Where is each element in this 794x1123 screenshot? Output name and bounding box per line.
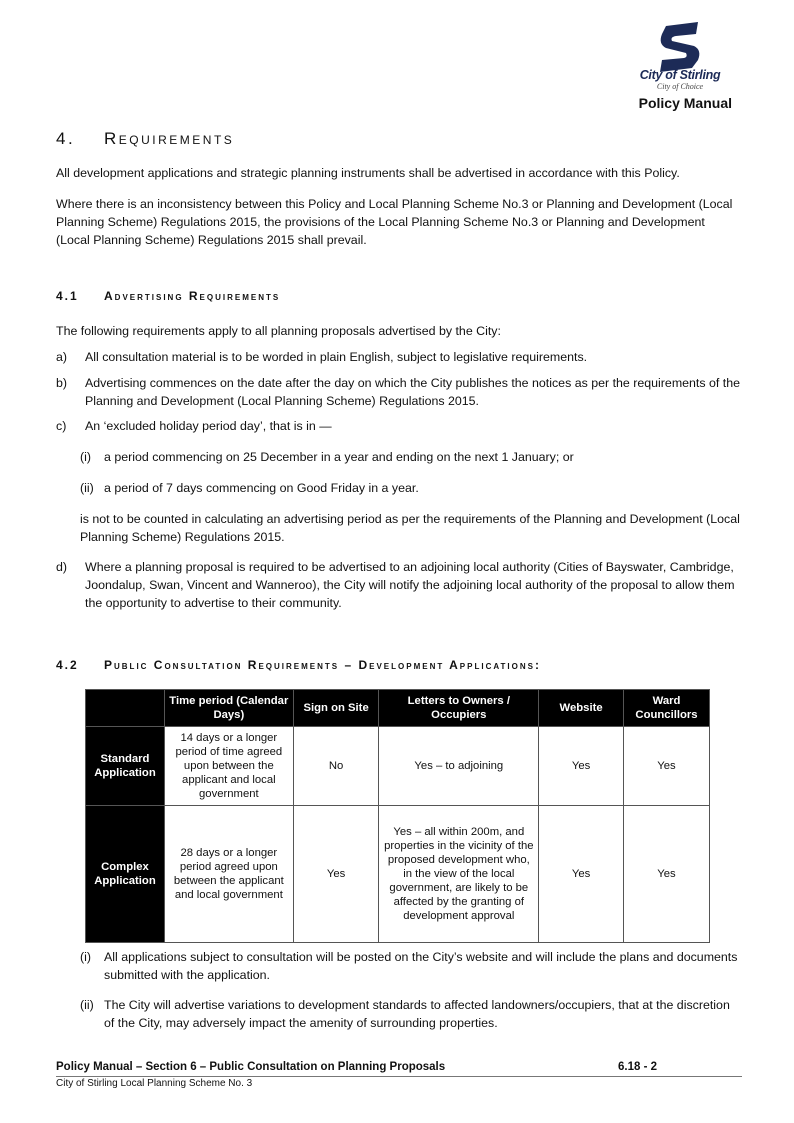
row-header-cell: Standard Application bbox=[86, 727, 165, 806]
table-cell: 28 days or a longer period agreed upon between the applicant and local government bbox=[164, 806, 293, 943]
footer-title: Policy Manual – Section 6 – Public Consultation on Planning Proposals bbox=[56, 1061, 446, 1073]
list-text: An ‘excluded holiday period day’, that is in — bbox=[85, 419, 332, 433]
table-row bbox=[86, 806, 710, 943]
row-header-cell: Complex Application bbox=[86, 806, 165, 943]
section-4-1-intro: The following requirements apply to all planning proposals advertised by the City: bbox=[56, 324, 501, 338]
table-cell: No bbox=[293, 727, 379, 806]
list-text: All consultation material is to be worded in plain English, subject to legislative requirements. bbox=[85, 350, 588, 364]
table-cell: Yes bbox=[293, 806, 379, 943]
note-item bbox=[80, 996, 740, 1032]
list-item bbox=[56, 417, 741, 435]
section-title: Public Consultation Requirements – Development Applications: bbox=[104, 658, 541, 672]
section-number: 4.1 bbox=[56, 289, 79, 303]
table-header-cell bbox=[86, 690, 165, 727]
list-text: Where a planning proposal is required to be advertised to an adjoining local authority (Cities of Bayswater, Cambridge, Joondalup, Swan, Vincent and Wanneroo), the City will notify the adjoining local authority of the proposal to allow them the opportunity to advertise to their community. bbox=[85, 560, 735, 610]
section-4-1-heading bbox=[56, 289, 280, 303]
section-4-heading bbox=[56, 129, 234, 149]
list-item bbox=[56, 348, 741, 366]
section-number: 4. bbox=[56, 129, 76, 148]
sub-list-text: a period of 7 days commencing on Good Friday in a year. bbox=[104, 481, 419, 495]
footer-divider bbox=[56, 1076, 742, 1077]
section-4-para-1: All development applications and strategic planning instruments shall be advertised in accordance with this Policy. bbox=[56, 166, 680, 180]
note-text: All applications subject to consultation will be posted on the City’s website and will include the plans and documents submitted with the application. bbox=[104, 950, 738, 982]
sub-list-label: (i) bbox=[80, 450, 92, 464]
table-cell: Yes – to adjoining bbox=[379, 727, 539, 806]
note-item bbox=[80, 948, 740, 984]
table-cell: Yes – all within 200m, and properties in the vicinity of the proposed development who, in the view of the local government, are likely to be affected by the granting of development approval bbox=[379, 806, 539, 943]
footer-subtitle: City of Stirling Local Planning Scheme No. 3 bbox=[56, 1078, 253, 1089]
section-title: Advertising Requirements bbox=[104, 289, 281, 303]
section-title: Requirements bbox=[104, 129, 235, 148]
list-label: a) bbox=[56, 350, 68, 364]
table-header-cell: Time period (Calendar Days) bbox=[164, 690, 293, 727]
list-label: b) bbox=[56, 376, 68, 390]
section-number: 4.2 bbox=[56, 658, 79, 672]
table-row bbox=[86, 727, 710, 806]
city-of-stirling-logo bbox=[626, 20, 732, 96]
table-header-row bbox=[86, 690, 710, 727]
sub-list-text: a period commencing on 25 December in a year and ending on the next 1 January; or bbox=[104, 450, 574, 464]
table-cell: Yes bbox=[539, 806, 624, 943]
sub-list-item bbox=[80, 448, 740, 466]
note-label: (i) bbox=[80, 950, 92, 964]
sub-list-label: (ii) bbox=[80, 481, 94, 495]
table-header-cell: Website bbox=[539, 690, 624, 727]
list-text: Advertising commences on the date after the day on which the City publishes the notices as per the requirements of the Planning and Development (Local Planning Scheme) Regulations 2015. bbox=[85, 376, 741, 408]
section-4-para-2: Where there is an inconsistency between this Policy and Local Planning Scheme No.3 or Planning and Development (Local Planning Scheme) Regulations 2015, the provisions of the Local Planning Scheme No.3 or Planning and Development (Local Planning Scheme) Regulations 2015 shall prevail. bbox=[56, 197, 733, 247]
footer-page-number: 6.18 - 2 bbox=[618, 1061, 657, 1073]
item-c-continuation: is not to be counted in calculating an advertising period as per the requirements of the Planning and Development (Local Planning Scheme) Regulations 2015. bbox=[80, 512, 740, 544]
table-header-cell: Letters to Owners / Occupiers bbox=[379, 690, 539, 727]
note-label: (ii) bbox=[80, 998, 94, 1012]
note-text: The City will advertise variations to development standards to affected landowners/occupiers, that at the discretion of the City, may adversely impact the amenity of surrounding properties. bbox=[104, 998, 730, 1030]
table-cell: Yes bbox=[539, 727, 624, 806]
list-item bbox=[56, 558, 741, 612]
list-label: d) bbox=[56, 560, 68, 574]
table-cell: 14 days or a longer period of time agreed upon between the applicant and local government bbox=[164, 727, 293, 806]
policy-manual-label: Policy Manual bbox=[638, 95, 732, 111]
list-label: c) bbox=[56, 419, 67, 433]
section-4-2-heading bbox=[56, 658, 541, 672]
public-consultation-table bbox=[85, 689, 710, 943]
table-cell: Yes bbox=[624, 727, 710, 806]
list-item bbox=[56, 374, 741, 410]
table-header-cell: Sign on Site bbox=[293, 690, 379, 727]
sub-list-item bbox=[80, 479, 740, 497]
logo-tagline: City of Choice bbox=[656, 82, 704, 91]
table-cell: Yes bbox=[624, 806, 710, 943]
logo-text: City of Stirling bbox=[639, 68, 721, 82]
table-header-cell: Ward Councillors bbox=[624, 690, 710, 727]
